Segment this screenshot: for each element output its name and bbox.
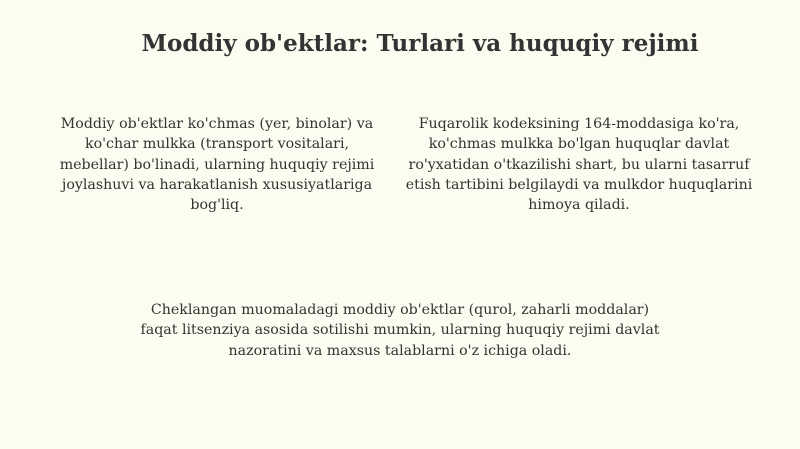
right-text-block: Fuqarolik kodeksining 164-moddasiga ko'ra, ko'chmas mulkka bo'lgan huquqlar davlat ro'yxatidan o'tkazilishi shart, bu ularni tasarruf etish tartibini belgilaydi va mulkdor huquqlarini himoya qiladi.	[405, 116, 753, 214]
left-text-block: Moddiy ob'ektlar ko'chmas (yer, binolar) va ko'char mulkka (transport vositalari, mebellar) bo'linadi, ularning huquqiy rejimi joylashuvi va harakatlanish xususiyatlariga bog'liq.	[59, 116, 375, 214]
bottom-text-block: Cheklangan muomaladagi moddiy ob'ektlar (qurol, zaharli moddalar) faqat litsenziya asosida sotilishi mumkin, ularning huquqiy rejimi davlat nazoratini va maxsus talablarni o'z ichiga oladi.	[140, 302, 660, 359]
slide-title: Moddiy ob'ektlar: Turlari va huquqiy rejimi	[141, 30, 699, 57]
